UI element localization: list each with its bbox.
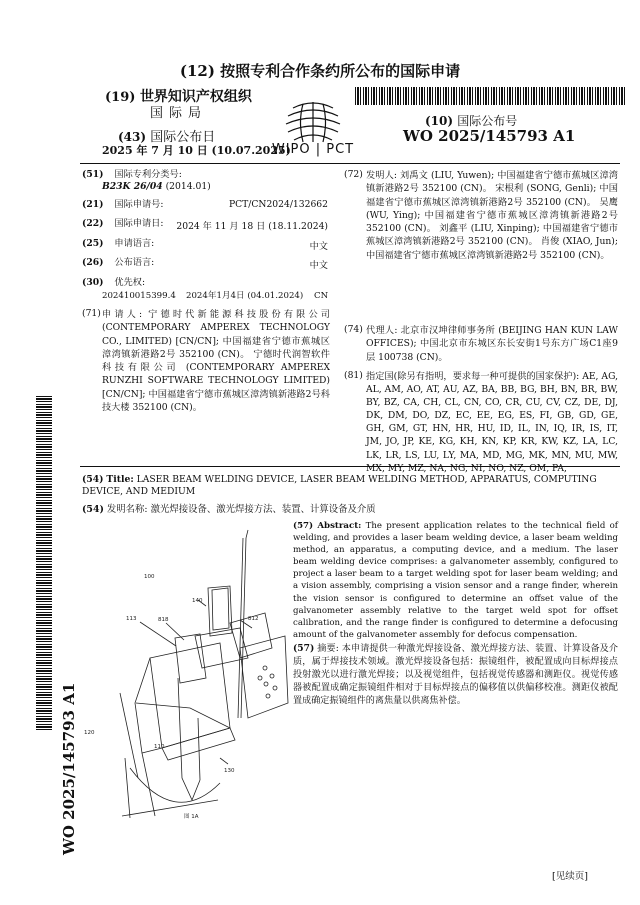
wipo-logo-text: WIPO | PCT — [271, 142, 355, 157]
figure-label-818: 818 — [158, 617, 169, 623]
header-divider — [80, 163, 620, 164]
field-81-code: (81) — [344, 370, 363, 381]
field-30: (30) 优先权: — [82, 277, 146, 288]
figure-label-120: 120 — [84, 730, 95, 736]
barcode-icon — [355, 87, 625, 105]
field-74-code: (74) — [344, 324, 363, 335]
figure-label-140: 140 — [192, 598, 203, 604]
side-publication-number: WO 2025/145793 A1 — [60, 682, 78, 855]
wipo-logo — [258, 100, 368, 162]
field-25-value: 中文 — [309, 241, 328, 252]
field-26-value: 中文 — [309, 260, 328, 271]
side-barcode-icon — [36, 395, 52, 730]
title-chinese: (54) 发明名称: 激光焊接设备、激光焊接方法、装置、计算设备及介质 — [82, 504, 376, 515]
field-71-applicants: 申请人: 宁德时代新能源科技股份有限公司 (CONTEMPORARY AMPEREX TECHNOLOGY CO., LIMITED) [CN/CN]; 中国福建省宁德市蕉城区漳湾镇新港路2号 352100 (CN)。 宁德时代润智软件科技有限公司 (CONTEMPORARY AMPEREX RUNZHI SOFTWARE TECHNOLOGY LIMITED) [CN/CN]; 中国福建省宁德市蕉城区漳湾镇新港路2号科技大楼 352100 (CN)。 — [102, 309, 330, 414]
field-72-code: (72) — [344, 169, 363, 180]
field-71-code: (71) — [82, 308, 101, 319]
priority-date: 2024年1月4日 (04.01.2024) — [186, 291, 304, 301]
field-74-agent: 代理人: 北京市汉坤律师事务所 (BEIJING HAN KUN LAW OFFICES); 中国北京市东城区东长安街1号东方广场C1座9层 100738 (CN)。 — [366, 325, 618, 363]
publication-date-label-line: (43) 国际公布日 — [118, 130, 216, 145]
figure-label-130: 130 — [224, 768, 235, 774]
bureau-name: 国际局 — [150, 106, 208, 121]
abstract-english: (57) Abstract: The present application relates to the technical field of welding, and provides a laser beam welding device, a laser beam welding method, an apparatus, a computing device, and a medium. The laser beam welding device comprises: a galvanometer assembly, configured to project a laser beam to a target welding spot for laser beam welding; and a vision assembly, comprising a vision sensor and a range finder, wherein the vision sensor is configured to determine an offset value of the galvanometer assembly relative to the target weld spot for offset calibration, and the range finder is configured to determine a defocusing amount of the galvanometer assembly for defocus compensation. — [293, 521, 618, 640]
org-code: (19) — [105, 90, 136, 105]
field-72-inventors: 发明人: 刘禹文 (LIU, Yuwen); 中国福建省宁德市蕉城区漳湾镇新港路2号 352100 (CN)。 宋根利 (SONG, Genli); 中国福建省宁德市蕉城区漳湾镇新港路2号 352100 (CN)。 吴鹰 (WU, Ying); 中国福建省宁德市蕉城区漳湾镇新港路2号 352100 (CN)。 刘鑫平 (LIU, Xinping); 中国福建省宁德市蕉城区漳湾镇新港路2号 352100 (CN)。 肖俊 (XIAO, Jun); 中国福建省宁德市蕉城区漳湾镇新港路2号 352100 (CN)。 — [366, 170, 618, 261]
laser-welding-device-drawing — [80, 528, 290, 820]
field-51: (51) 国际专利分类号: B23K 26/04 (2014.01) — [82, 169, 211, 192]
field-21: (21) 国际申请号: — [82, 199, 164, 210]
publication-date: 2025 年 7 月 10 日 (10.07.2025) — [102, 144, 291, 157]
field-81-designated-states: 指定国(除另有指明，要求每一种可提供的国家保护): AE, AG, AL, AM, AO, AT, AU, AZ, BA, BB, BG, BH, BN, BR, BW, BY, BZ, CA, CH, CL, CN, CO, CR, CU, CV, CZ, DE, DJ, DK, DM, DO, DZ, EC, EE, EG, ES, FI, GB, GD, GE, GH, GM, GT, HN, HR, HU, ID, IL, IN, IQ, IR, IS, IT, JM, JO, JP, KE, KG, KH, KN, KP, KR, KW, KZ, LA, LC, LK, LR, LS, LU, LY, MA, MD, MG, MK, MN, MU, MW, MX, MY, MZ, NA, NG, NI, NO, NZ, OM, PA, — [366, 371, 618, 474]
field-21-value: PCT/CN2024/132662 — [228, 199, 328, 210]
field-22: (22) 国际申请日: — [82, 218, 164, 229]
publication-number-label-line: (10) 国际公布号 — [425, 114, 518, 128]
title-english: (54) Title: LASER BEAM WELDING DEVICE, LASER BEAM WELDING METHOD, APPARATUS, COMPUTING DEVICE, AND MEDIUM — [82, 474, 597, 497]
patent-figure — [80, 528, 290, 820]
priority-number: 202410015399.4 — [102, 291, 176, 301]
figure-caption: 图 1A — [184, 814, 199, 820]
publication-number: WO 2025/145793 A1 — [403, 127, 576, 145]
field-26: (26) 公布语言: — [82, 257, 155, 268]
figure-label-110: 110 — [154, 744, 165, 750]
document-type-title: (12) 按照专利合作条约所公布的国际申请 — [179, 62, 461, 80]
field-25: (25) 申请语言: — [82, 238, 155, 249]
figure-label-100: 100 — [144, 574, 155, 580]
figure-label-113: 113 — [126, 616, 137, 622]
abstract-chinese: (57) 摘要: 本申请提供一种激光焊接设备、激光焊接方法、装置、计算设备及介质，属于焊接技术领域。激光焊接设备包括：振镜组件，被配置成向目标焊接点投射激光以进行激光焊接；以及视觉组件，包括视觉传感器和测距仪。视觉传感器被配置成确定振镜组件相对于目标焊接点的偏移值以供偏移校准。测距仪被配置成确定振镜组件的离焦量以供离焦补偿。 — [293, 643, 618, 706]
org-name: 世界知识产权组织 — [139, 89, 252, 105]
fields-divider — [80, 466, 620, 467]
figure-label-812: 812 — [248, 616, 259, 622]
priority-country: CN — [314, 291, 329, 301]
field-22-value: 2024 年 11 月 18 日 (18.11.2024) — [176, 221, 328, 232]
continued-marker: [见续页] — [552, 871, 588, 882]
